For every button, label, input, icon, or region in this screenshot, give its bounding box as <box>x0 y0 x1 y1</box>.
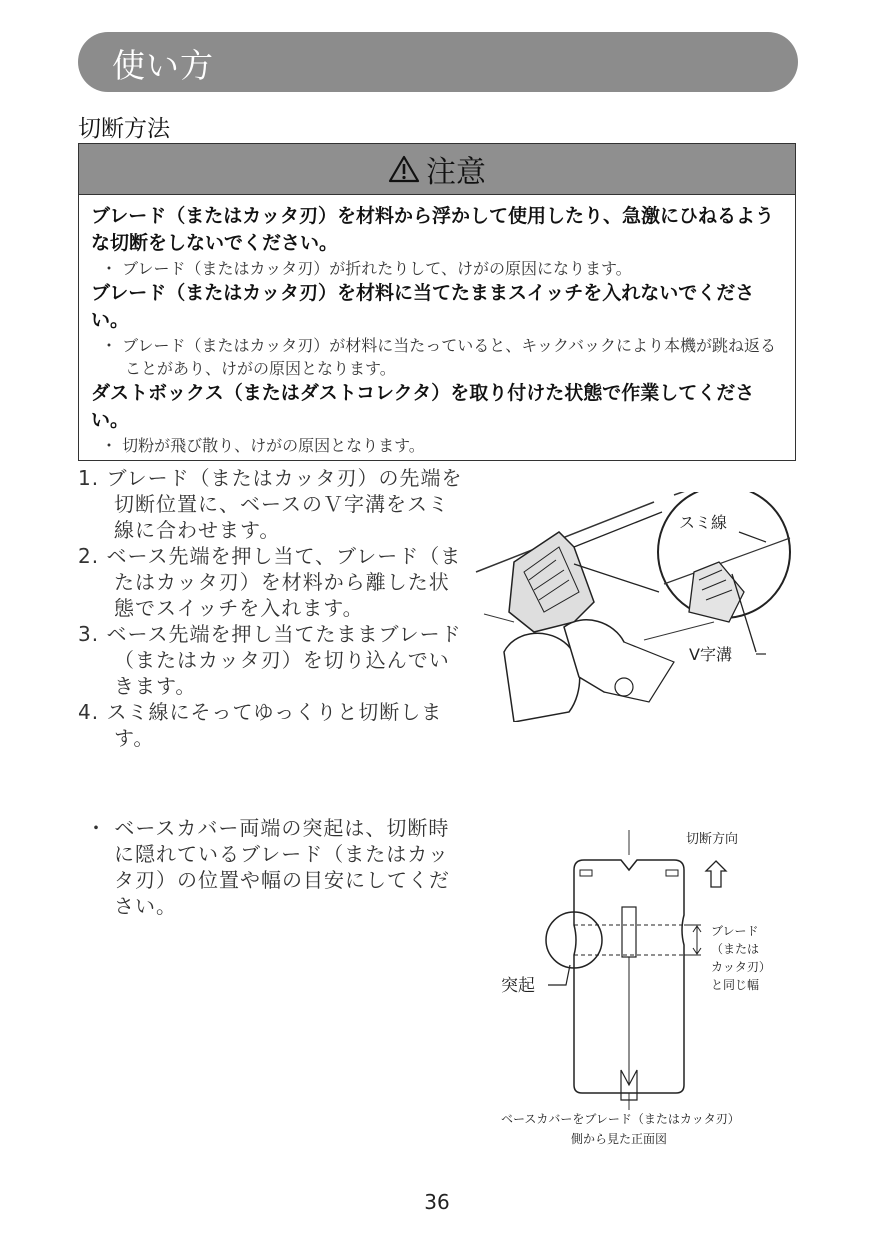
header-bar <box>78 32 798 92</box>
warning-triangle-icon <box>388 155 420 183</box>
label-v-groove: V字溝 <box>689 645 732 664</box>
caution-item-1-detail: ・ ブレード（またはカッタ刃）が折れたりして、けがの原因になります。 <box>101 259 632 278</box>
page-title: 使い方 <box>112 46 214 85</box>
caption-line-2: 側から見た正面図 <box>571 1132 668 1146</box>
caution-body <box>79 195 795 457</box>
cutting-illustration <box>474 492 796 722</box>
caution-header <box>79 144 795 195</box>
caution-item-3: ダストボックス（またはダストコレクタ）を取り付けた状態で作業してください。 <box>91 382 755 431</box>
page-number: 36 <box>424 1190 450 1214</box>
step-list <box>78 465 463 751</box>
step-3: 3. ベース先端を押し当てたままブレード（またはカッタ刃）を切り込んでいきます。 <box>78 622 462 698</box>
label-width-line-4: と同じ幅 <box>711 978 760 992</box>
label-width-line-1: ブレード <box>711 924 759 938</box>
caution-item-2: ブレード（またはカッタ刃）を材料に当てたままスイッチを入れないでください。 <box>91 282 755 331</box>
step-2: 2. ベース先端を押し当て、ブレード（またはカッタ刃）を材料から離した状態でスイッチを入れます。 <box>78 544 462 620</box>
note-text: ・ ベースカバー両端の突起は、切断時に隠れているブレード（またはカッタ刃）の位置や幅の目安にしてください。 <box>86 816 450 918</box>
label-width-line-2: （または <box>711 942 760 956</box>
caution-heading: 注意 <box>426 155 486 190</box>
caption-line-1: ベースカバーをブレード（またはカッタ刃） <box>501 1112 740 1126</box>
label-width-line-3: カッタ刃） <box>711 960 771 974</box>
label-sumi-line: スミ線 <box>679 513 728 532</box>
caution-item-2-detail: ・ ブレード（またはカッタ刃）が材料に当たっていると、キックバックにより本機が跳ね返ることがあり、けがの原因となります。 <box>101 336 777 378</box>
caution-box <box>78 143 796 461</box>
step-4: 4. スミ線にそってゆっくりと切断します。 <box>78 700 443 750</box>
caution-item-1: ブレード（またはカッタ刃）を材料から浮かして使用したり、急激にひねるような切断をしないでください。 <box>91 205 775 254</box>
label-protrusion: 突起 <box>501 976 535 996</box>
caution-item-3-detail: ・ 切粉が飛び散り、けがの原因となります。 <box>101 436 425 455</box>
base-cover-diagram <box>496 825 786 1155</box>
step-1: 1. ブレード（またはカッタ刃）の先端を切断位置に、ベースのＶ字溝をスミ線に合わせます。 <box>78 466 463 542</box>
label-cut-direction: 切断方向 <box>686 832 739 847</box>
section-title: 切断方法 <box>78 116 170 142</box>
